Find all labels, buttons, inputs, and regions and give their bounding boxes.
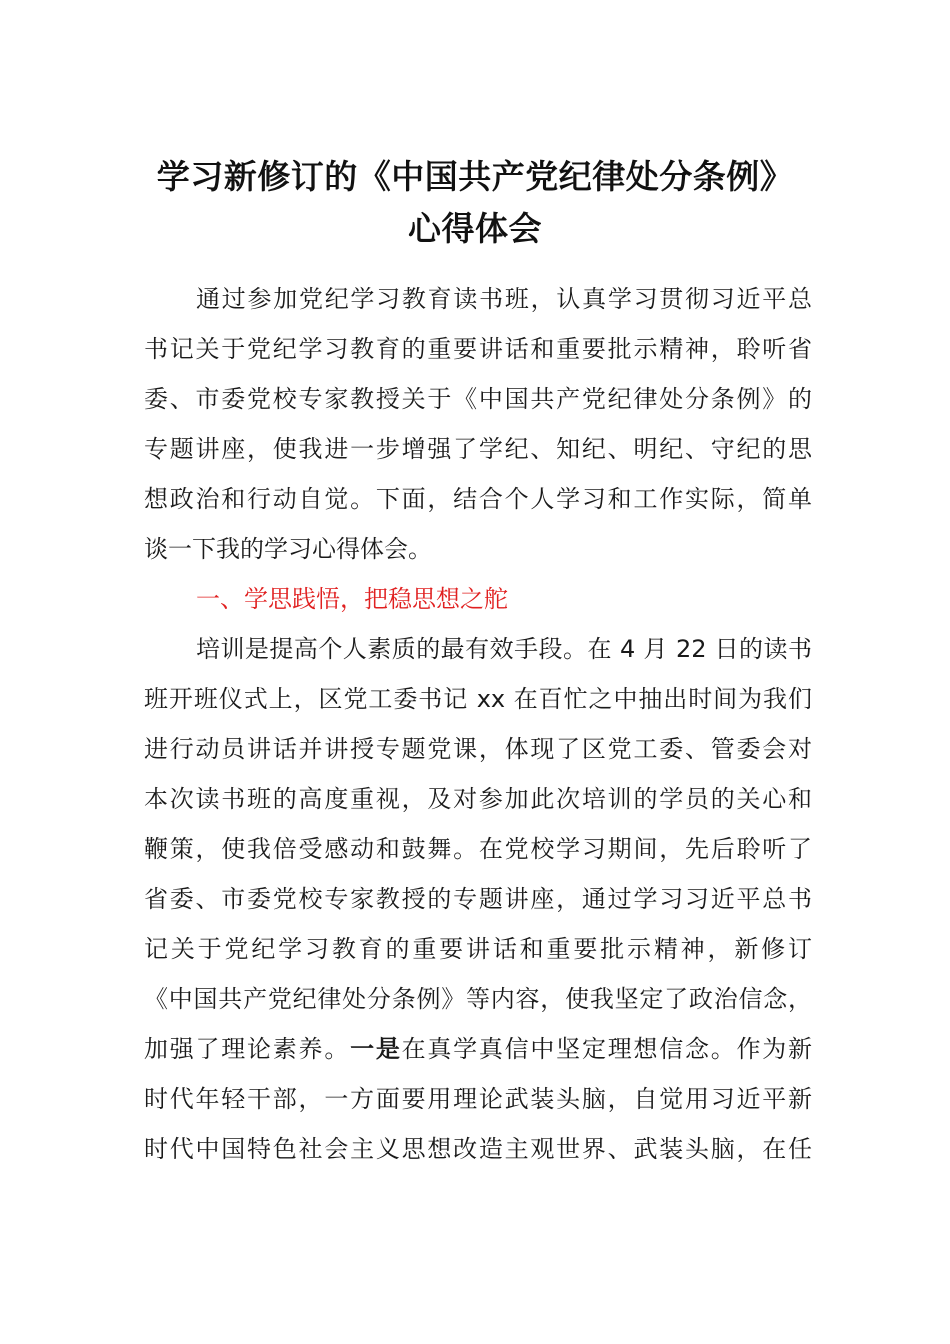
section-paragraph-line: 培训是提高个人素质的最有效手段。在 4 月 22 日的读书	[196, 635, 812, 663]
section-paragraph-line: 《中国共产党纪律处分条例》等内容，使我坚定了政治信念，	[144, 985, 812, 1013]
intro-paragraph-line: 通过参加党纪学习教育读书班，认真学习贯彻习近平总	[196, 285, 812, 313]
intro-paragraph-line: 书记关于党纪学习教育的重要讲话和重要批示精神，聆听省	[144, 335, 812, 363]
section-paragraph-line: 省委、市委党校专家教授的专题讲座，通过学习习近平总书	[144, 885, 812, 913]
document-title-line-1: 学习新修订的《中国共产党纪律处分条例》	[156, 157, 794, 196]
section-paragraph-line	[144, 1024, 812, 1074]
section-paragraph-line: 时代中国特色社会主义思想改造主观世界、武装头脑，在任	[144, 1135, 812, 1163]
section-paragraph-line: 本次读书班的高度重视，及对参加此次培训的学员的关心和	[144, 785, 812, 813]
section-paragraph-line: 时代年轻干部，一方面要用理论武装头脑，自觉用习近平新	[144, 1085, 812, 1113]
section-heading: 一、学思践悟，把稳思想之舵	[196, 585, 508, 613]
section-paragraph-line: 班开班仪式上，区党工委书记 xx 在百忙之中抽出时间为我们	[144, 685, 812, 713]
document-title-line-2: 心得体会	[408, 209, 542, 248]
section-paragraph-line: 记关于党纪学习教育的重要讲话和重要批示精神，新修订	[144, 935, 812, 963]
intro-paragraph-line: 委、市委党校专家教授关于《中国共产党纪律处分条例》的	[144, 385, 812, 413]
section-paragraph-line: 进行动员讲话并讲授专题党课，体现了区党工委、管委会对	[144, 735, 812, 763]
section-paragraph-line: 鞭策，使我倍受感动和鼓舞。在党校学习期间，先后聆听了	[144, 835, 812, 863]
bold-emphasis: 一是	[350, 1035, 402, 1063]
text-segment: 在真学真信中坚定理想信念。作为新	[401, 1035, 813, 1063]
intro-paragraph-line: 想政治和行动自觉。下面，结合个人学习和工作实际，简单	[144, 485, 812, 513]
intro-paragraph-line: 专题讲座，使我进一步增强了学纪、知纪、明纪、守纪的思	[144, 435, 812, 463]
text-segment: 加强了理论素养。	[144, 1035, 351, 1063]
intro-paragraph-line: 谈一下我的学习心得体会。	[144, 535, 432, 563]
